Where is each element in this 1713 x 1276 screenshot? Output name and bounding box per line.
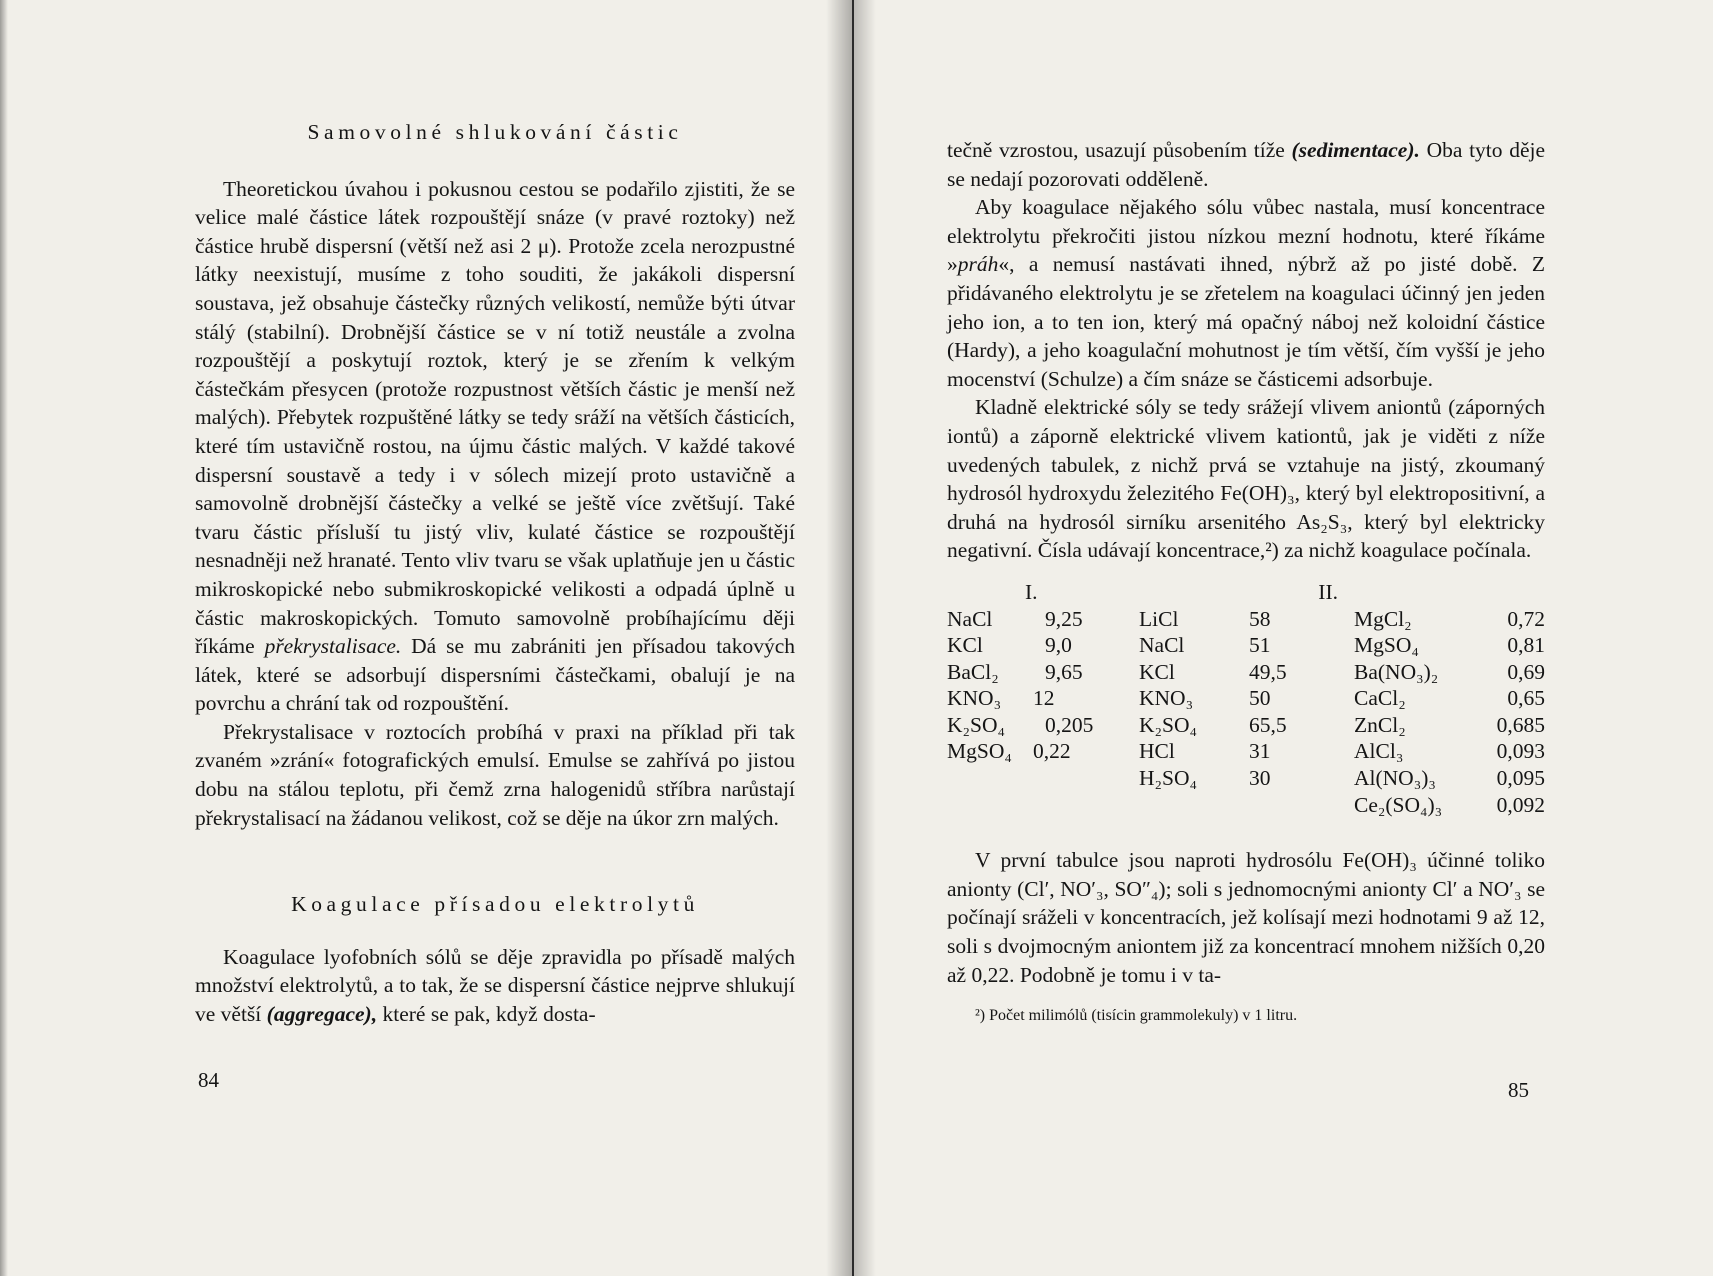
table-cell: 58 bbox=[1249, 606, 1271, 631]
table-cell: HCl bbox=[1139, 739, 1175, 764]
table-cell: 0,65 bbox=[1507, 686, 1545, 711]
coagulation-table bbox=[947, 579, 1545, 818]
table-cell: 0,685 bbox=[1496, 712, 1545, 737]
footnote: ²) Počet milimólů (tisícin grammolekuly) v 1 litru. bbox=[975, 1007, 1298, 1025]
table-cell: Ce₂(SO₄)₃ bbox=[1354, 792, 1443, 817]
page-number: 85 bbox=[1508, 1078, 1529, 1102]
table-cell: 31 bbox=[1249, 739, 1271, 764]
table-cell: 30 bbox=[1249, 766, 1271, 791]
table-cell: 9,65 bbox=[1045, 659, 1083, 684]
table-cell: 0,22 bbox=[1033, 739, 1071, 764]
table-cell: MgCl₂ bbox=[1354, 606, 1412, 631]
right-text-column bbox=[947, 136, 1545, 1027]
paragraph: tečně vzrostou, usazují působením tíže (sedimentace). Oba tyto děje se nedají pozorovati odděleně. bbox=[947, 138, 1546, 191]
table-cell: 0,092 bbox=[1496, 792, 1545, 817]
paragraph: Theoretickou úvahou i pokusnou cestou se podařilo zjistiti, že se velice malé částice látek rozpouštějí snáze (v pravé roztoky) než částice hrubě dispersní (větší než asi 2 μ). Protože zcela nerozpustné látky neexistují, musíme z toho souditi, že jakákoli dispersní soustava, jež obsahuje částečky různých velikostí, nemůže býti útvar stálý (stabilní). Drobnější částice se v ní totiž neustále a zvolna rozpouštějí a poskytují roztok, který je se zřením k velkým částečkám přesycen (protože rozpustnost větších částic je menší než malých). Přebytek rozpuštěné látky se tedy sráží na větších částicích, které tím ustavičně rostou, na újmu částic malých. V každé takové dispersní soustavě a tedy i v sólech mizejí proto ustavičně a samovolně drobnější částečky a velké se ještě více zvětšují. Také tvaru částic přísluší tu jistý vliv, kulaté částice se rozpouštějí nesnadněji než hranaté. Tento vliv tvaru se však uplatňuje jen u částic mikroskopické nebo submikroskopické velikosti a odpadá úplně u částic makroskopických. Tomuto samovolně probíhajícímu ději říkáme překrystalisace. Dá se mu zabrániti jen přísadou takových látek, které se adsorbují dispersními částečkami, obalují je na povrchu a chrání tak od rozpouštění. bbox=[195, 176, 796, 716]
table-cell: CaCl₂ bbox=[1354, 686, 1406, 711]
table-cell: 50 bbox=[1249, 686, 1271, 711]
table-cell: 12 bbox=[1033, 686, 1055, 711]
table-header-I: I. bbox=[1025, 579, 1038, 604]
table-cell: AlCl₃ bbox=[1354, 739, 1404, 764]
paragraph: Koagulace lyofobních sólů se děje zpravidla po přísadě malých množství elektrolytů, a to tak, že se dispersní částice nejprve shlukují ve větší (aggregace), které se pak, když dosta- bbox=[195, 944, 795, 1027]
paragraph: Překrystalisace v roztocích probíhá v praxi na příklad při tak zvaném »zrání« fotografických emulsí. Emulse se zahřívá po jistou dobu na stálou teplotu, při čemž zrna halogenidů stříbra narůstají překrystalisací na žádanou velikost, což se děje na úkor zrn malých. bbox=[195, 719, 795, 830]
table-cell: NaCl bbox=[1139, 633, 1185, 658]
table-cell: 0,72 bbox=[1507, 606, 1545, 631]
table-cell: Al(NO₃)₃ bbox=[1354, 766, 1436, 791]
table-cell: KNO₃ bbox=[1139, 686, 1194, 711]
table-cell: 0,093 bbox=[1496, 739, 1545, 764]
table-cell: K₂SO₄ bbox=[1139, 712, 1198, 737]
table-cell: KNO₃ bbox=[947, 686, 1002, 711]
gutter-shadow bbox=[826, 0, 852, 1276]
table-cell: 0,095 bbox=[1496, 766, 1545, 791]
paragraph: Aby koagulace nějakého sólu vůbec nastala, musí koncentrace elektrolytu překročiti jistou nízkou mezní hodnotu, které říkáme »práh«, a nemusí nastávati ihned, nýbrž až po jisté době. Z přidávaného elektrolytu je se zřetelem na koagulaci účinný jen jeden jeho ion, a to ten ion, který má opačný náboj než koloidní částice (Hardy), a jeho koagulační mohutnost je tím větší, čím vyšší je jeho mocenství (Schulze) a čím snáze se částicemi adsorbuje. bbox=[947, 195, 1545, 391]
table-cell: 49,5 bbox=[1249, 659, 1287, 684]
section-heading-samovolne: Samovolné shlukování částic bbox=[307, 120, 683, 144]
table-cell: KCl bbox=[1139, 659, 1175, 684]
page-edge-shadow bbox=[0, 0, 8, 1276]
table-cell: KCl bbox=[947, 633, 983, 658]
table-cell: ZnCl₂ bbox=[1354, 712, 1406, 737]
right-page bbox=[854, 0, 1713, 1276]
table-cell: Ba(NO₃)₂ bbox=[1354, 659, 1439, 684]
table-cell: MgSO₄ bbox=[1354, 633, 1419, 658]
left-text-column bbox=[195, 118, 795, 1029]
table-cell: 0,205 bbox=[1045, 712, 1094, 737]
gutter-shadow bbox=[854, 0, 876, 1276]
paragraph: Kladně elektrické sóly se tedy srážejí vlivem aniontů (záporných iontů) a záporně elektrické vlivem kationtů, jak je viděti z níže uvedených tabulek, z nichž prvá se vztahuje na jistý, zkoumaný hydrosól hydroxydu železitého Fe(OH)₃, který byl elektropositivní, a druhá na hydrosól sirníku arsenitého As₂S₃, který byl elektricky negativní. Čísla udávají koncentrace,²) za nichž koagulace počínala. bbox=[947, 395, 1545, 563]
table-cell: NaCl bbox=[947, 606, 993, 631]
table-cell: 9,25 bbox=[1045, 606, 1083, 631]
table-cell: 51 bbox=[1249, 633, 1271, 658]
table-cell: H₂SO₄ bbox=[1139, 766, 1198, 791]
table-cell: BaCl₂ bbox=[947, 659, 999, 684]
section-heading-koagulace: Koagulace přísadou elektrolytů bbox=[291, 892, 699, 917]
table-cell: MgSO₄ bbox=[947, 739, 1012, 764]
table-cell: 65,5 bbox=[1249, 712, 1287, 737]
page-number: 84 bbox=[198, 1068, 219, 1092]
table-cell: K₂SO₄ bbox=[947, 712, 1006, 737]
table-cell: 0,69 bbox=[1507, 659, 1545, 684]
paragraph: V první tabulce jsou naproti hydrosólu Fe(OH)₃ účinné toliko anionty (Cl′, NO′₃, SO″₄); soli s jednomocnými anionty Cl′ a NO′₃ se počínají sráželi v koncentracích, jež kolísají mezi hodnotami 9 až 12, soli s dvojmocným aniontem již za koncentrací mnohem nižších 0,20 až 0,22. Podobně je tomu i v ta- bbox=[947, 848, 1545, 987]
table-cell: 9,0 bbox=[1045, 633, 1072, 658]
table-cell: LiCl bbox=[1139, 606, 1179, 631]
table-header-II: II. bbox=[1318, 579, 1338, 604]
left-page bbox=[0, 0, 852, 1276]
table-header-row bbox=[947, 579, 1545, 606]
table-cell: 0,81 bbox=[1507, 633, 1545, 658]
